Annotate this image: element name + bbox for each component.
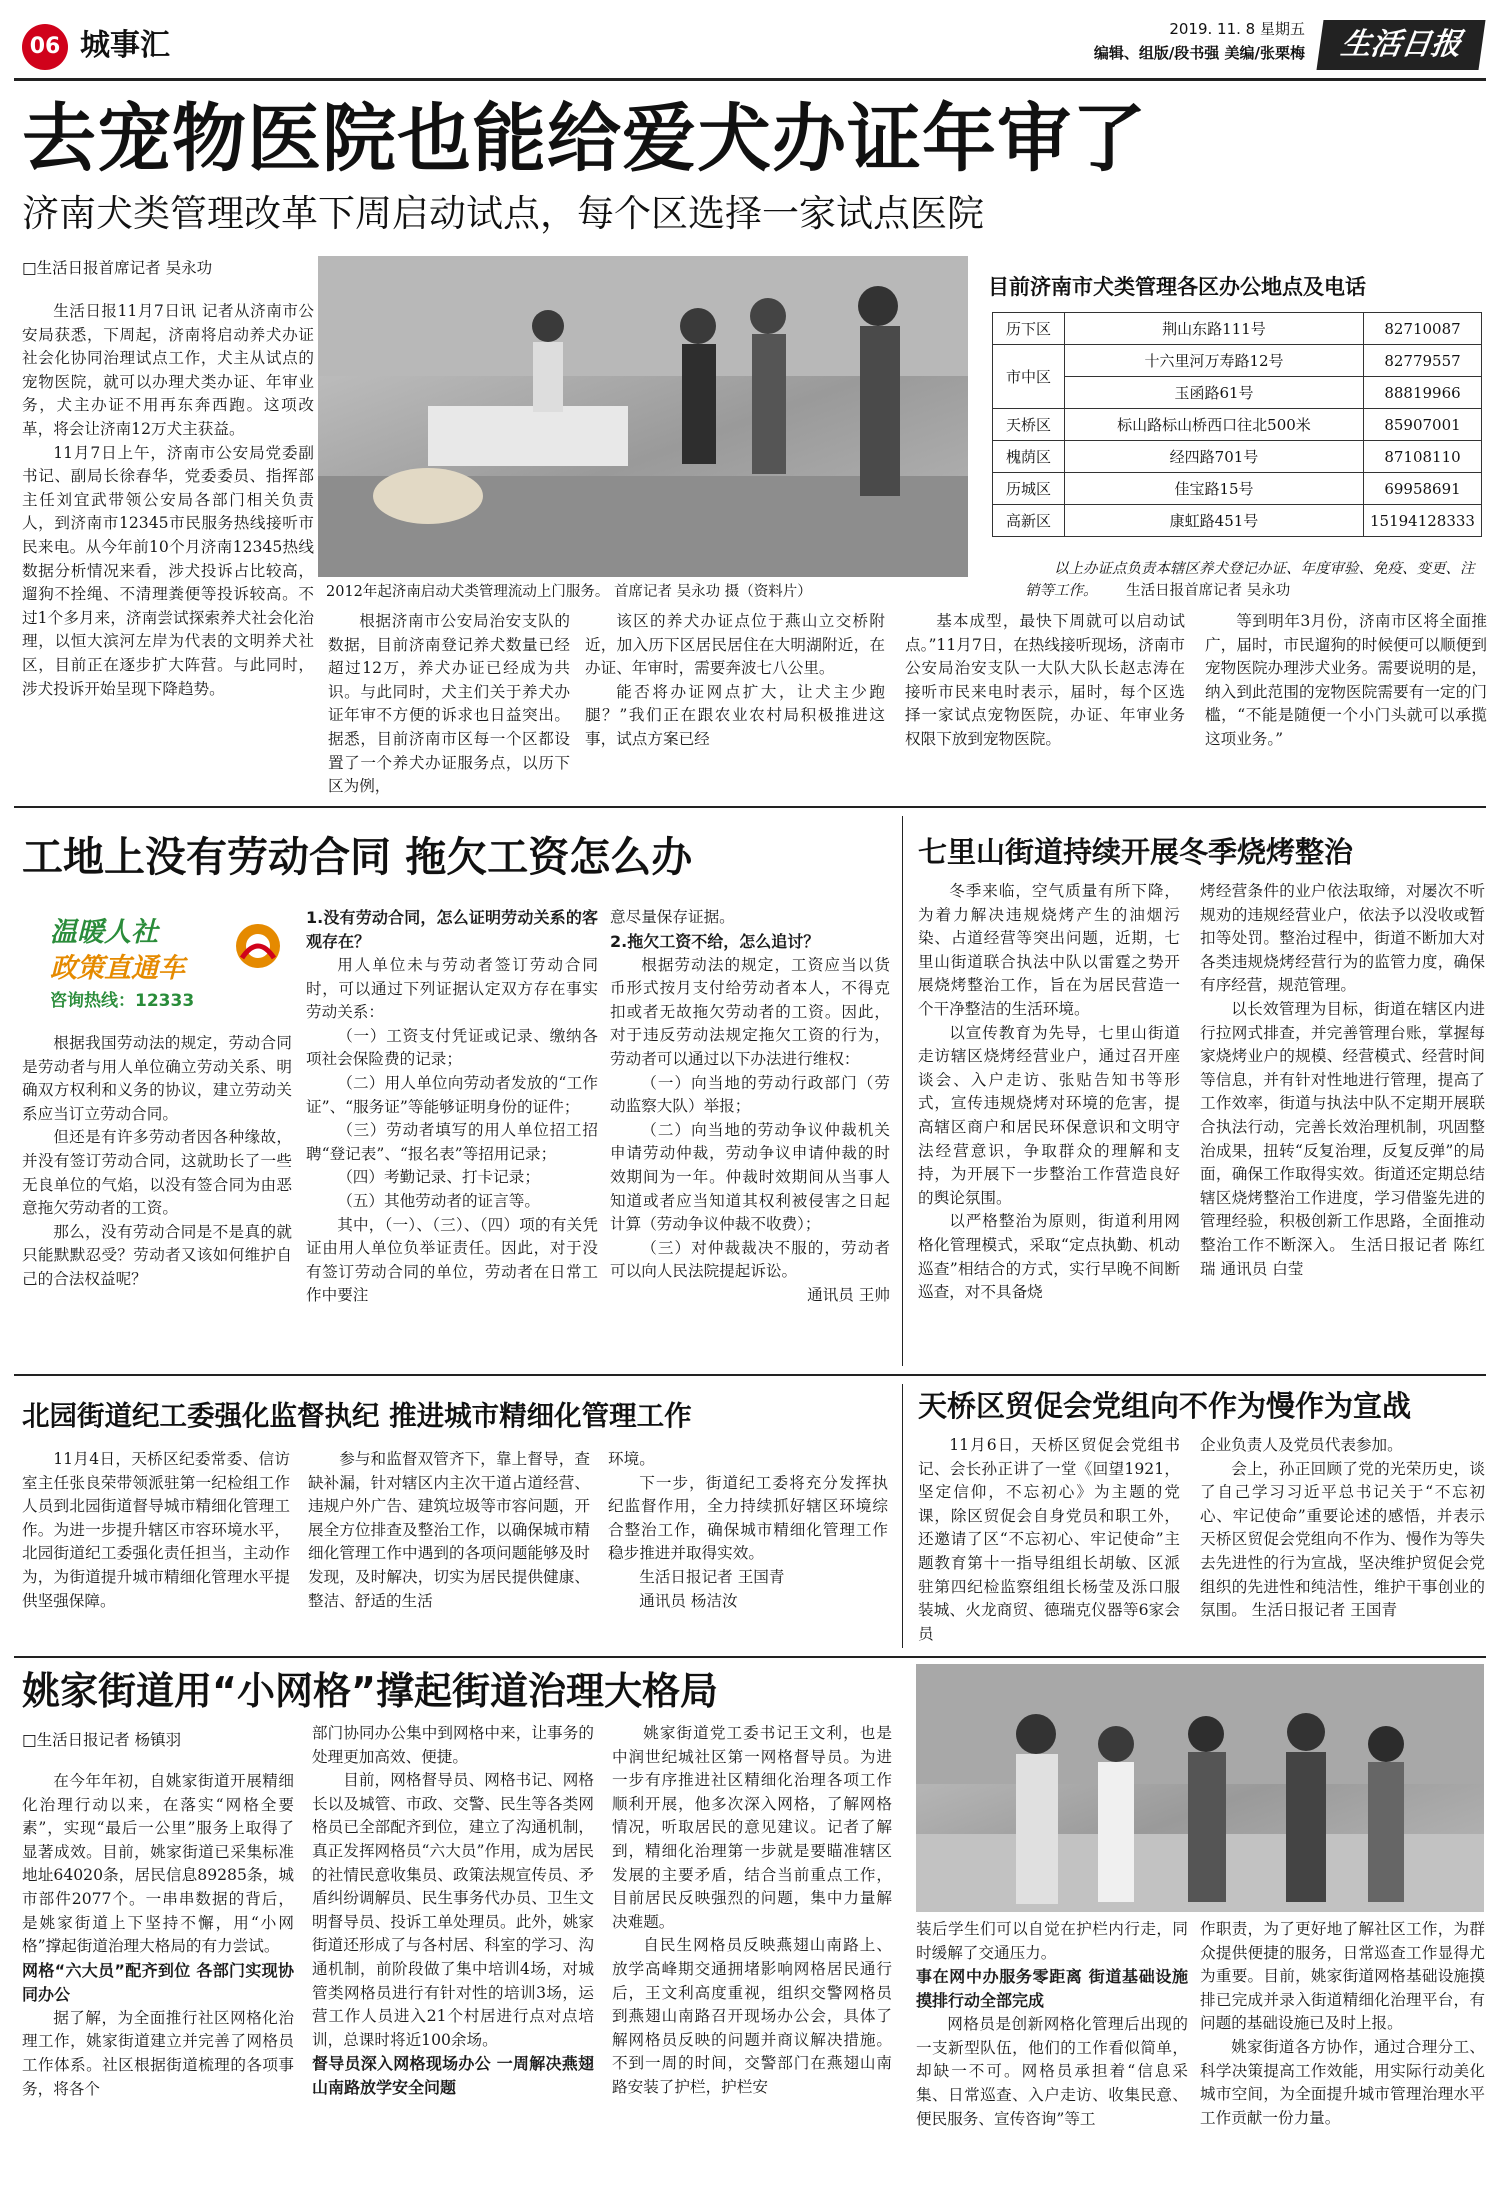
- article-column: 意尽量保存证据。 2.拖欠工资不给，怎么追讨？ 根据劳动法的规定，工资应当以货币形式按月支付给劳动者本人，不得克扣或者无故拖欠劳动者的工资。因此，对于违反劳动法规定拖欠工资的行为，劳动者可以通过以下办法进行维权： （一）向当地的劳动行政部门（劳动监察大队）举报； （二）向当地的劳动争议仲裁机关申请劳动仲裁，劳动争议申请仲裁的时效期间为一年。仲裁时效期间从当事人知道或者应当知道其权利被侵害之日起计算（劳动争议仲裁不收费）； （三）对仲裁裁决不服的，劳动者可以向人民法院提起诉讼。 通讯员 王帅: [610, 906, 890, 1362]
- badge-hotline: 咨询热线：12333: [50, 991, 195, 1011]
- table-row: 市中区 十六里河万寿路12号 82779557: [993, 345, 1482, 377]
- table-row: 槐荫区 经四路701号 87108110: [993, 441, 1482, 473]
- article-column: 根据济南市公安局治安支队的数据，目前济南登记养犬数量已经超过12万，养犬办证已经成为共识。与此同时，犬主们关于养犬办证年审不方便的诉求也日益突出。据悉，目前济南市区每一个区都设置了一个养犬办证服务点，以历下区为例，: [328, 612, 570, 796]
- newspaper-logo: 生活日报: [1316, 20, 1485, 70]
- subheadline: 济南犬类管理改革下周启动试点，每个区选择一家试点医院: [22, 192, 984, 235]
- table-row: 天桥区 标山路标山桥西口往北500米 85907001: [993, 409, 1482, 441]
- article-column: 烤经营条件的业户依法取缔，对屡次不听规劝的违规经营业户，依法予以没收或暂扣等处罚。整治过程中，街道不断加大对各类违规烧烤经营行为的监管力度，确保有序经营，规范管理。 以长效管理为目标，街道在辖区内进行拉网式排查，并完善管理台账，掌握每家烧烤业户的规模、经营模式、经营时间等信息，并有针对性地进行管理，提高了工作效率，街道与执法中队不定期开展联合执法行动，完善长效治理机制，巩固整治成果，扭转“反复治理，反复反弹”的局面，确保工作取得实效。街道还定期总结辖区烧烤整治工作进度，学习借鉴先进的管理经验，积极创新工作思路，全面推动整治工作不断深入。 生活日报记者 陈红瑞 通讯员 白莹: [1200, 882, 1485, 1278]
- masthead-rule: [14, 78, 1486, 81]
- article-column: 生活日报11月7日讯 记者从济南市公安局获悉，下周起，济南将启动养犬办证社会化协同治理试点工作，犬主从试点的宠物医院，就可以办理犬类办证、年审业务，犬主办证不用再东奔西跑。这项改革，将会让济南12万犬主获益。 11月7日上午，济南市公安局党委副书记、副局长徐春华，党委委员、指挥部主任刘宜武带领公安局各部门相关负责人，到济南市12345市民服务热线接听市民来电。从今年前10个月济南12345热线数据分析情况来看，涉犬投诉占比较高，遛狗不拴绳、不清理粪便等投诉较高。不过1个多月来，济南尝试探索养犬社会化治理，以恒大滨河左岸为代表的文明养犬社区，目前正在逐步扩大阵营。与此同时，涉犬投诉开始呈现下降趋势。: [22, 302, 314, 698]
- question-heading: 2.拖欠工资不给，怎么追讨？: [610, 931, 820, 951]
- news-photo: [318, 256, 968, 604]
- badge-title: 温暖人社: [50, 917, 158, 948]
- section-subheading: 督导员深入网格现场办公 一周解决燕翅山南路放学安全问题: [312, 2054, 594, 2098]
- labor-headline: 工地上没有劳动合同 拖欠工资怎么办: [22, 833, 693, 881]
- beiyuan-headline: 北园街道纪工委强化监督执纪 推进城市精细化管理工作: [22, 1400, 692, 1432]
- page-title: 去宠物医院也能给爱犬办证年审了: [22, 96, 1147, 182]
- section-subheading: 事在网中办服务零距离 街道基础设施摸排行动全部完成: [916, 1967, 1188, 2011]
- article-column: 姚家街道党工委书记王文利，也是中润世纪城社区第一网格督导员。为进一步有序推进社区精细化治理各项工作顺利开展，他多次深入网格，了解网格情况，听取居民的意见建议。记者了解到，精细化治理第一步就是要瞄准辖区发展的主要矛盾，结合当前重点工作，目前居民反映强烈的问题，集中力量解决难题。 自民生网格员反映燕翅山南路上、放学高峰期交通拥堵影响网格居民通行后，王文利高度重视，组织交警网格员到燕翅山南路召开现场办公会，具体了解网格员反映的问题并商议解决措施。不到一周的时间，交警部门在燕翅山南路安装了护栏，护栏安: [612, 1724, 892, 2096]
- column-divider: [902, 1384, 903, 1648]
- table-row: 高新区 康虹路451号 15194128333: [993, 505, 1482, 537]
- article-column: 根据我国劳动法的规定，劳动合同是劳动者与用人单位确立劳动关系、明确双方权利和义务的协议，建立劳动关系应当订立劳动合同。 但还是有许多劳动者因各种缘故，并没有签订劳动合同，这就助长了一些无良单位的气焰，以没有签合同为由恶意拖欠劳动者的工资。 那么，没有劳动合同是不是真的就只能默默忍受？劳动者又该如何维护自己的合法权益呢？: [22, 1034, 292, 1288]
- tianqiao-headline: 天桥区贸促会党组向不作为慢作为宣战: [918, 1389, 1412, 1423]
- page-number-badge: 06: [22, 24, 68, 70]
- photo-caption: 2012年起济南启动犬类管理流动上门服务。 首席记者 吴永功 摄（资料片）: [318, 577, 968, 604]
- editors-line: 编辑、组版/段书强 美编/张栗梅: [1093, 44, 1305, 62]
- badge-subtitle: 政策直通车: [50, 953, 185, 984]
- article-column: 作职责，为了更好地了解社区工作，为群众提供便捷的服务，日常巡查工作显得尤为重要。目前，姚家街道网格基础设施摸排已完成并录入街道精细化治理平台，有问题的基础设施已及时上报。 姚家街道各方协作，通过合理分工、科学决策提高工作效能，用实际行动美化城市空间，为全面提升城市管理治理水平工作贡献一份力量。: [1200, 1920, 1485, 2127]
- article-column: 装后学生们可以自觉在护栏内行走，同时缓解了交通压力。 事在网中办服务零距离 街道基础设施摸排行动全部完成 网格员是创新网格化管理后出现的一支新型队伍，他们的工作看似简单，却缺一不可。网格员承担着“信息采集、日常巡查、入户走访、收集民意、便民服务、宣传咨询”等工: [916, 1920, 1188, 2128]
- byline: □生活日报记者 杨镇羽: [22, 1731, 182, 1749]
- article-column: 部门协同办公集中到网格中来，让事务的处理更加高效、便捷。 目前，网格督导员、网格书记、网格长以及城管、市政、交警、民生等各类网格员已全部配齐到位，建立了沟通机制，真正发挥网格员“六大员”作用，成为居民的社情民意收集员、政策法规宣传员、矛盾纠纷调解员、民生事务代办员、卫生文明督导员、投诉工单处理员。此外，姚家街道还形成了与各村居、科室的学习、沟通机制，前阶段做了集中培训4场，对城管类网格员进行有针对性的培训3场，运营工作人员进入21个村居进行点对点培训，总课时将近100余场。 督导员深入网格现场办公 一周解决燕翅山南路放学安全问题: [312, 1722, 594, 2188]
- article-column: 11月4日，天桥区纪委常委、信访室主任张良荣带领派驻第一纪检组工作人员到北园街道督导城市精细化管理工作。为进一步提升辖区市容环境水平，北园街道纪工委强化责任担当，主动作为，为街道提升城市精细化管理水平提供坚强保障。: [22, 1450, 290, 1610]
- yaojia-headline: 姚家街道用“小网格”撑起街道治理大格局: [22, 1669, 718, 1713]
- article-column: 在今年年初，自姚家街道开展精细化治理行动以来，在落实“网格全要素”，实现“最后一公里”服务上取得了显著成效。目前，姚家街道已采集标准地址64020条，居民信息89285条，城市部件2077个。一串串数据的背后，是姚家街道上下坚持不懈，用“小网格”撑起街道治理大格局的有力尝试。 网格“六大员”配齐到位 各部门实现协同办公 据了解，为全面推行社区网格化治理工作，姚家街道建立并完善了网格员工作体系。社区根据街道梳理的各项事务，将各个: [22, 1772, 294, 2098]
- article-column: 参与和监督双管齐下，靠上督导，查缺补漏，针对辖区内主次干道占道经营、违规户外广告、建筑垃圾等市容问题，开展全方位排查及整治工作，以确保城市精细化管理工作中遇到的各项问题能够及时发现，及时解决，切实为居民提供健康、整洁、舒适的生活: [308, 1450, 590, 1610]
- office-table: [992, 312, 1482, 537]
- byline: □生活日报首席记者 吴永功: [22, 259, 213, 277]
- date-line: 2019. 11. 8 星期五: [1169, 20, 1305, 38]
- article-column: 1.没有劳动合同，怎么证明劳动关系的客观存在？ 用人单位未与劳动者签订劳动合同时，可以通过下列证据认定双方存在事实劳动关系： （一）工资支付凭证或记录、缴纳各项社会保险费的记录； （二）用人单位向劳动者发放的“工作证”、“服务证”等能够证明身份的证件； （三）劳动者填写的用人单位招工招聘“登记表”、“报名表”等招用记录； （四）考勤记录、打卡记录； （五）其他劳动者的证言等。 其中，（一）、（三）、（四）项的有关凭证由用人单位负举证责任。因此，对于没有签订劳动合同的单位，劳动者在日常工作中要注: [306, 908, 598, 1305]
- photo-scene: [916, 1664, 1484, 1912]
- table-credit: 生活日报首席记者 吴永功: [1126, 583, 1291, 599]
- article-credit: 通讯员 杨洁汝: [639, 1591, 738, 1610]
- policy-badge: [50, 908, 310, 1018]
- photo-scene: [318, 256, 968, 604]
- qili-headline: 七里山街道持续开展冬季烧烤整治: [918, 835, 1354, 869]
- question-heading: 1.没有劳动合同，怎么证明劳动关系的客观存在？: [306, 908, 598, 951]
- column-divider: [902, 816, 903, 1366]
- table-row: 玉函路61号 88819966: [993, 377, 1482, 409]
- section-name: 城事汇: [80, 28, 170, 63]
- article-column: 基本成型，最快下周就可以启动试点。”11月7日，在热线接听现场，济南市公安局治安支队一大队大队长赵志涛在接听市民来电时表示，届时，每个区选择一家试点宠物医院，办证、年审业务权限下放到宠物医院。: [905, 612, 1185, 748]
- section-subheading: 网格“六大员”配齐到位 各部门实现协同办公: [22, 1960, 294, 2004]
- article-credit: 生活日报记者 王国青: [639, 1567, 785, 1586]
- section-divider: [14, 1656, 1486, 1658]
- article-column: 11月6日，天桥区贸促会党组书记、会长孙正讲了一堂《回望1921，坚定信仰，不忘初心》为主题的党课，除区贸促会自身党员和职工外，还邀请了区“不忘初心、牢记使命”主题教育第十一指导组组长胡敏、区派驻第四纪检监察组组长杨莹及泺口服装城、火龙商贸、德瑞克仪器等6家会员: [918, 1436, 1180, 1643]
- article-column: 该区的养犬办证点位于燕山立交桥附近，加入历下区居民居住在大明湖附近，在办证、年审时，需要奔波七八公里。 能否将办证网点扩大，让犬主少跑腿？”我们正在跟农业农村局积极推进这事，试点方案已经: [585, 612, 885, 748]
- news-photo: [916, 1664, 1484, 1912]
- sun-logo-icon: [226, 914, 290, 978]
- table-row: 历城区 佳宝路15号 69958691: [993, 473, 1482, 505]
- article-column: 冬季来临，空气质量有所下降，为着力解决违规烧烤产生的油烟污染、占道经营等突出问题，近期，七里山街道联合执法中队以雷霆之势开展烧烤整治工作，旨在为居民营造一个干净整洁的生活环境。 以宣传教育为先导，七里山街道走访辖区烧烤经营业户，通过召开座谈会、入户走访、张贴告知书等形式，宣传违规烧烤对环境的危害，提高辖区商户和居民环保意识和文明守法经营意识，争取群众的理解和支持，为开展下一步整治工作营造良好的舆论氛围。 以严格整治为原则，街道利用网格化管理模式，采取“定点执勤、机动巡查”相结合的方式，实行早晚不间断巡查，对不具备烧: [918, 882, 1180, 1302]
- table-title: 目前济南市犬类管理各区办公地点及电话: [988, 275, 1366, 299]
- article-credit: 通讯员 王帅: [807, 1285, 890, 1304]
- section-divider: [14, 1374, 1486, 1376]
- article-column: 环境。 下一步，街道纪工委将充分发挥执纪监督作用，全力持续抓好辖区环境综合整治工作，确保城市精细化管理工作稳步推进并取得实效。 生活日报记者 王国青 通讯员 杨洁汝: [608, 1448, 888, 1648]
- section-divider: [14, 806, 1486, 808]
- article-column: 企业负责人及党员代表参加。 会上，孙正回顾了党的光荣历史，谈了自己学习习近平总书记关于“不忘初心、牢记使命”重要论述的感悟，并表示天桥区贸促会党组向不作为、慢作为等失去先进性的行为宣战，坚决维护贸促会党组织的先进性和纯洁性，维护干事创业的氛围。 生活日报记者 王国青: [1200, 1436, 1485, 1620]
- table-note: 以上办证点负责本辖区养犬登记办证、年度审验、免疫、变更、注销等工作。 生活日报首席记者 吴永功: [1025, 561, 1475, 599]
- article-column: 等到明年3月份，济南市区将全面推广，届时，市民遛狗的时候便可以顺便到宠物医院办理涉犬业务。需要说明的是，纳入到此范围的宠物医院需要有一定的门槛，“不能是随便一个小门头就可以承揽这项业务。”: [1205, 612, 1487, 748]
- table-row: 历下区 荆山东路111号 82710087: [993, 313, 1482, 345]
